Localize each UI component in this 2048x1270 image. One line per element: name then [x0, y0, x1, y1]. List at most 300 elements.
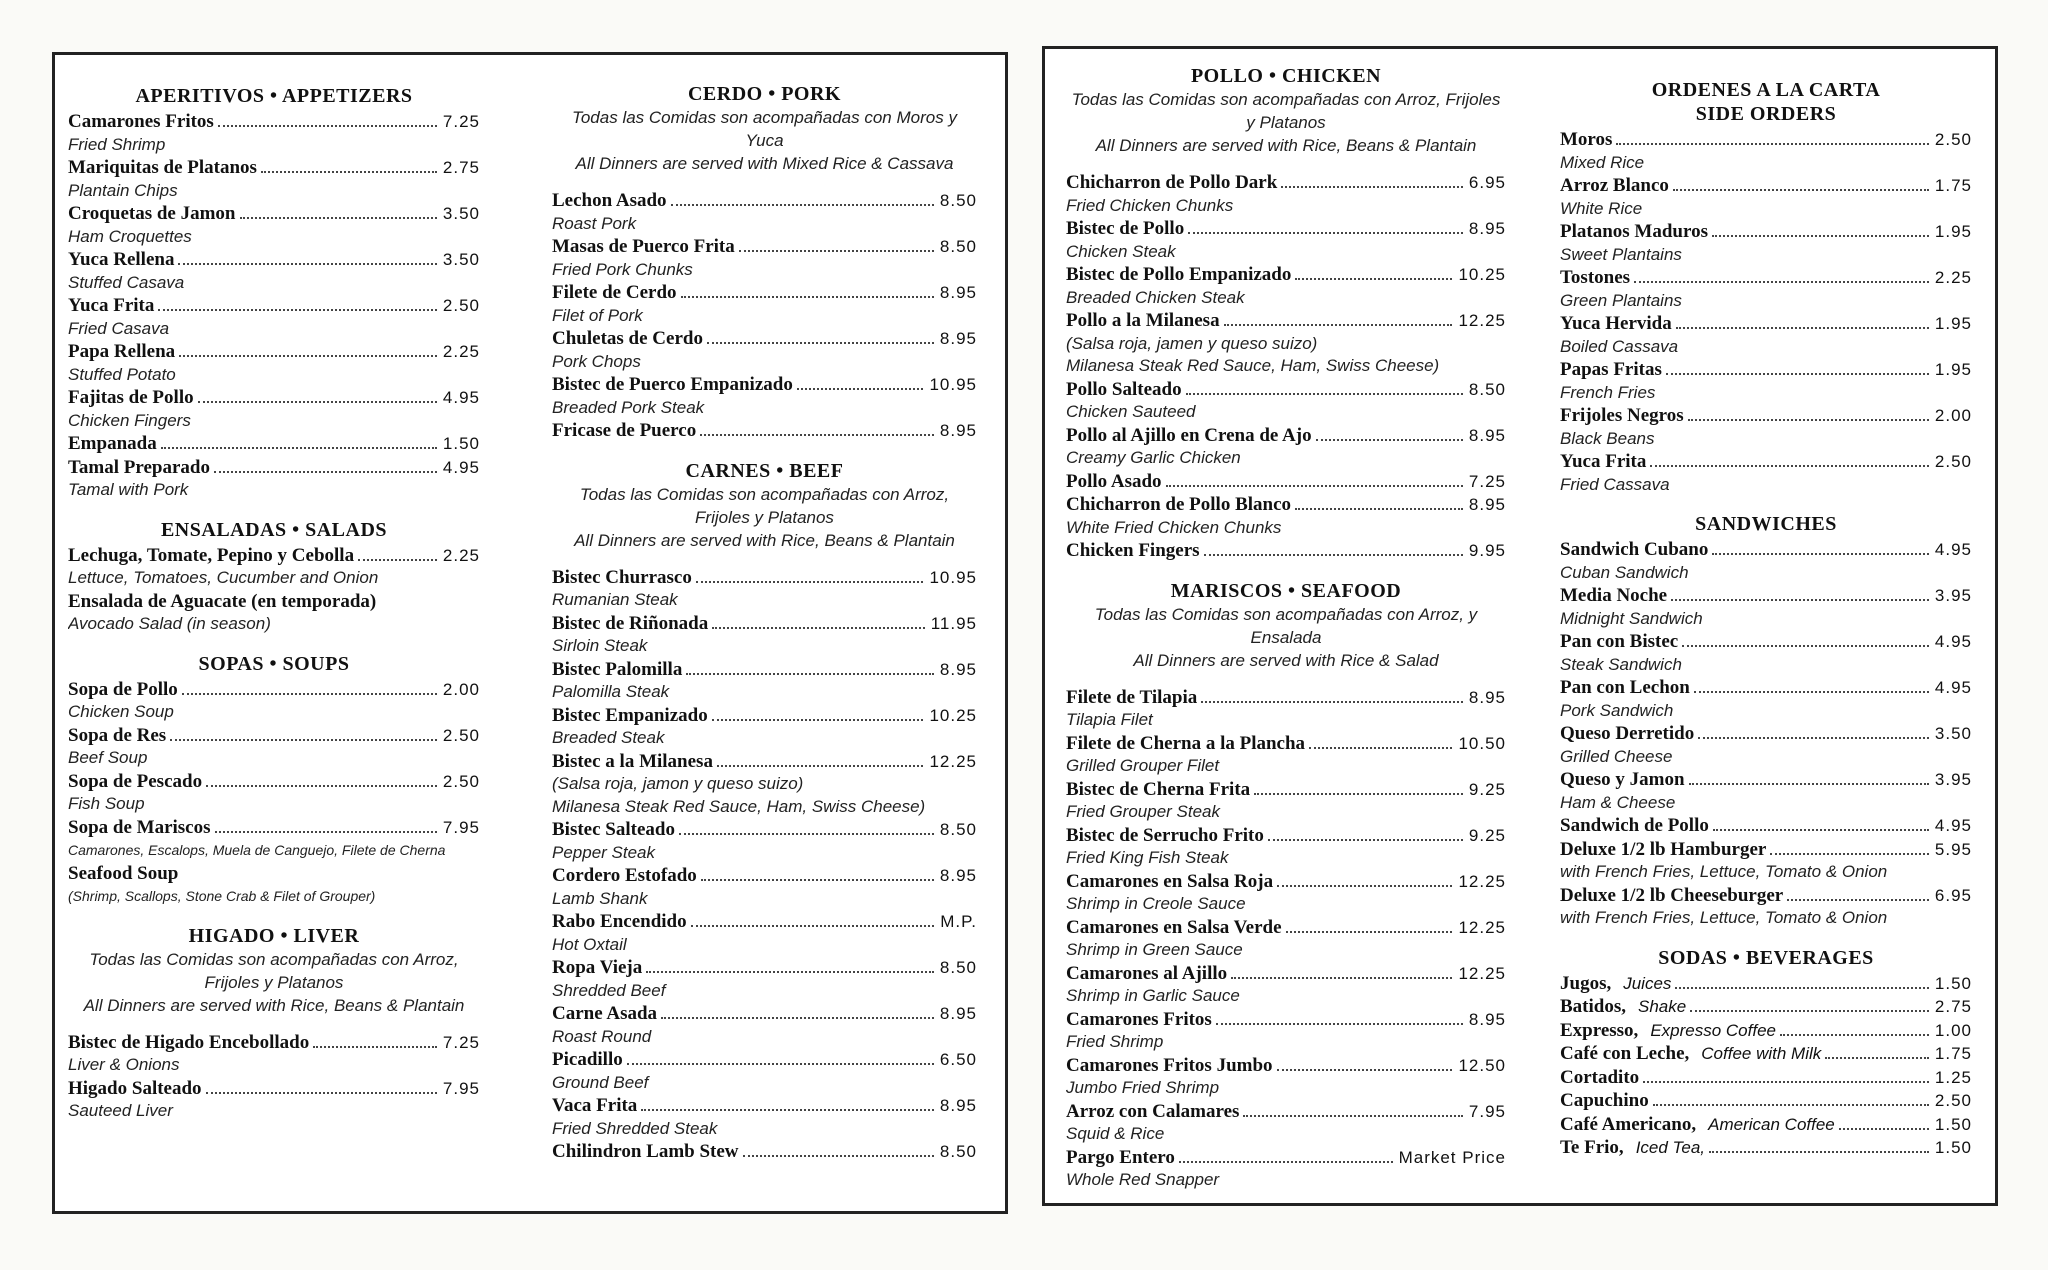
item-description: (Shrimp, Scallops, Stone Crab & Filet of Grouper): [68, 888, 376, 904]
item-description: Pepper Steak: [552, 842, 656, 862]
item-description: Ham Croquettes: [68, 226, 192, 246]
menu-item: [1066, 1054, 1506, 1100]
menu-item-row: [1560, 1019, 1972, 1043]
menu-item: [68, 340, 480, 386]
item-description: Fried Chicken Chunks: [1066, 195, 1234, 215]
menu-item: [68, 202, 480, 248]
menu-item: [68, 862, 480, 908]
item-name: Pollo Salteado: [1066, 378, 1182, 400]
liver-title: HIGADO • LIVER: [188, 924, 360, 947]
item-price: 2.50: [442, 725, 480, 745]
item-price: 8.95: [939, 329, 977, 348]
dot-leader: [1653, 1104, 1929, 1106]
liver-note-english: All Dinners are served with Rice, Beans & Plantain: [83, 995, 465, 1015]
item-price: 3.50: [442, 204, 480, 223]
item-name: Rabo Encendido: [552, 911, 687, 932]
menu-item-row: [1560, 1113, 1972, 1137]
item-name: Café con Leche,: [1560, 1043, 1690, 1064]
menu-item-row: [1066, 778, 1506, 802]
item-name: Sopa de Res: [68, 724, 167, 746]
beef-note-english: All Dinners are served with Rice, Beans & Plantain: [574, 530, 955, 550]
item-name: Chicharron de Pollo Blanco: [1066, 494, 1292, 515]
menu-item: [68, 110, 480, 156]
item-description: Shrimp in Green Sauce: [1066, 940, 1243, 959]
item-name: Papas Fritas: [1560, 359, 1662, 380]
menu-item: [1560, 838, 1972, 884]
item-name: Yuca Rellena: [68, 249, 175, 270]
item-description: Fried Shredded Steak: [552, 1118, 718, 1138]
item-name: Batidos,: [1560, 996, 1626, 1017]
dot-leader: [700, 434, 934, 436]
menu-item: [552, 1048, 977, 1094]
item-price: 8.50: [939, 1142, 977, 1161]
menu-item-row: [1560, 722, 1972, 746]
menu-item-row: [68, 202, 480, 226]
dot-leader: [1268, 839, 1463, 841]
dot-leader: [158, 309, 437, 311]
menu-item-row: [68, 340, 480, 364]
menu-item-row: [1560, 174, 1972, 198]
menu-item-row: [552, 419, 977, 443]
dot-leader: [218, 125, 437, 127]
menu-item: [68, 156, 480, 202]
menu-item-row: [68, 432, 480, 456]
item-description: Stuffed Potato: [68, 364, 176, 384]
item-name: Filete de Cherna a la Plancha: [1066, 732, 1306, 754]
dot-leader: [1254, 793, 1463, 795]
item-description: Chicken Sauteed: [1066, 402, 1196, 421]
item-description: Beef Soup: [68, 748, 148, 767]
menu-item-row: [552, 327, 977, 351]
menu-item: [552, 1094, 977, 1140]
menu-item-row: [68, 862, 480, 886]
item-description: Green Plantains: [1560, 290, 1682, 310]
column-1: [68, 84, 480, 1139]
item-description: Tamal with Pork: [68, 480, 189, 499]
section-salads: [68, 518, 480, 636]
item-name: Papa Rellena: [68, 341, 176, 362]
section-beef: [552, 459, 977, 1164]
item-description: Shredded Beef: [552, 980, 666, 1000]
menu-item-row: [1560, 995, 1972, 1019]
section-pork: [552, 82, 977, 443]
item-price: 2.25: [1934, 268, 1972, 287]
menu-item: [552, 566, 977, 612]
item-name: Masas de Puerco Frita: [552, 236, 735, 257]
item-price: 8.95: [939, 1096, 977, 1115]
chicken-note-english: All Dinners are served with Rice, Beans & Plantain: [1095, 136, 1477, 155]
item-description: Fried Shrimp: [68, 134, 166, 154]
menu-item: [1560, 1019, 1972, 1043]
item-price: 7.25: [442, 1032, 480, 1052]
item-price: 2.50: [442, 296, 480, 315]
item-name: Sopa de Mariscos: [68, 816, 211, 838]
menu-item: [1066, 263, 1506, 309]
appetizers-title: APERITIVOS • APPETIZERS: [135, 85, 413, 107]
item-description: Chicken Soup: [68, 702, 174, 721]
menu-item-row: [1560, 1089, 1972, 1113]
menu-item-row: [552, 235, 977, 259]
item-description: Fried Grouper Steak: [1066, 802, 1221, 821]
menu-item-row: [68, 590, 480, 614]
menu-item-row: [68, 724, 480, 748]
menu-item: [68, 678, 480, 724]
salads-title: ENSALADAS • SALADS: [160, 518, 388, 541]
dot-leader: [214, 471, 437, 473]
menu-item-row: [1560, 450, 1972, 474]
item-price: 1.50: [1934, 1114, 1972, 1134]
menu-item: [68, 1031, 480, 1077]
item-name: Bistec Salteado: [552, 819, 675, 840]
item-price: 9.25: [1468, 779, 1506, 799]
dot-leader: [206, 785, 437, 787]
item-name: Bistec Churrasco: [552, 566, 692, 588]
item-price: 2.00: [442, 679, 480, 699]
item-price: 5.95: [1934, 839, 1972, 859]
menu-item-row: [1560, 838, 1972, 862]
pork-note-english: All Dinners are served with Mixed Rice & Cassava: [575, 154, 954, 173]
beef-title: CARNES • BEEF: [685, 459, 844, 482]
menu-item: [1560, 358, 1972, 404]
item-description: Stuffed Casava: [68, 272, 185, 292]
item-price: 8.50: [939, 820, 977, 839]
menu-item: [1066, 470, 1506, 494]
dot-leader: [1825, 1057, 1929, 1059]
menu-item-row: [1066, 824, 1506, 848]
menu-item-row: [1560, 814, 1972, 838]
dot-leader: [1690, 1010, 1929, 1012]
item-price: M.P.: [940, 912, 977, 931]
item-description: White Fried Chicken Chunks: [1066, 517, 1282, 537]
dot-leader: [717, 765, 924, 767]
item-name: Queso Derretido: [1560, 723, 1695, 744]
item-price: 4.95: [1934, 540, 1972, 559]
seafood-title: MARISCOS • SEAFOOD: [1170, 579, 1402, 602]
item-name: Platanos Maduros: [1560, 221, 1708, 242]
dot-leader: [1839, 1128, 1929, 1130]
item-name: Mariquitas de Platanos: [68, 157, 257, 178]
item-price: 3.50: [1934, 724, 1972, 743]
dot-leader: [1689, 783, 1929, 785]
item-name: Yuca Frita: [68, 295, 155, 316]
item-price: 8.95: [939, 659, 977, 679]
item-description: Midnight Sandwich: [1560, 608, 1703, 628]
beef-note-spanish: Todas las Comidas son acompañadas con Arroz, Frijoles y Platanos: [579, 484, 950, 527]
item-name: Pollo Asado: [1066, 470, 1162, 492]
menu-item-row: [1560, 538, 1972, 562]
dot-leader: [1675, 987, 1929, 989]
dot-leader: [681, 296, 934, 298]
dot-leader: [701, 879, 934, 881]
menu-item-row: [552, 750, 977, 774]
item-english-name: Juices: [1623, 973, 1672, 993]
item-name: Ropa Vieja: [552, 957, 643, 978]
menu-item-row: [552, 956, 977, 980]
menu-item-row: [1560, 1042, 1972, 1066]
menu-item: [1066, 309, 1506, 378]
menu-item: [1560, 1113, 1972, 1137]
menu-item: [1066, 870, 1506, 916]
dot-leader: [1166, 485, 1463, 487]
menu-item-row: [552, 1048, 977, 1072]
item-name: Pollo al Ajillo en Crena de Ajo: [1066, 424, 1312, 446]
menu-item-row: [1066, 1008, 1506, 1032]
item-description: Breaded Chicken Steak: [1066, 287, 1245, 307]
item-price: 6.50: [939, 1050, 977, 1069]
item-name: Fajitas de Pollo: [68, 387, 194, 408]
item-name: Camarones en Salsa Roja: [1066, 870, 1274, 892]
dot-leader: [1770, 853, 1929, 855]
item-name: Expresso,: [1560, 1019, 1639, 1041]
item-price: 7.25: [1468, 471, 1506, 491]
item-description-2: Milanesa Steak Red Sauce, Ham, Swiss Cheese): [1066, 356, 1440, 375]
menu-item: [1066, 778, 1506, 824]
menu-item-row: [552, 864, 977, 888]
menu-item-row: [1560, 266, 1972, 290]
dot-leader: [215, 831, 437, 833]
dot-leader: [1309, 747, 1452, 749]
dot-leader: [1204, 554, 1463, 556]
dot-leader: [686, 673, 934, 675]
item-name: Lechuga, Tomate, Pepino y Cebolla: [68, 544, 355, 566]
dot-leader: [707, 342, 934, 344]
item-description: Ground Beef: [552, 1072, 649, 1092]
item-name: Camarones al Ajillo: [1066, 962, 1228, 984]
menu-item: [68, 294, 480, 340]
item-price: 8.50: [1468, 379, 1506, 399]
item-name: Deluxe 1/2 lb Cheeseburger: [1560, 884, 1784, 906]
item-price: 8.50: [939, 191, 977, 210]
menu-item-row: [68, 248, 480, 272]
item-description: Tilapia Filet: [1066, 710, 1153, 729]
item-price: 9.95: [1468, 541, 1506, 560]
chicken-title: POLLO • CHICKEN: [1190, 65, 1382, 87]
dot-leader: [1277, 1069, 1453, 1071]
section-appetizers: [68, 84, 480, 502]
item-name: Pan con Lechon: [1560, 677, 1690, 698]
dot-leader: [641, 1109, 934, 1111]
menu-item-row: [552, 189, 977, 213]
menu-item: [552, 910, 977, 956]
item-description: (Salsa roja, jamon y queso suizo): [552, 774, 804, 793]
dot-leader: [206, 1092, 437, 1094]
dot-leader: [170, 739, 437, 741]
menu-item-row: [1066, 732, 1506, 756]
menu-item-row: [68, 456, 480, 480]
menu-item-row: [1066, 493, 1506, 517]
menu-item: [1560, 220, 1972, 266]
item-price: 10.25: [1458, 265, 1506, 284]
item-name: Vaca Frita: [552, 1095, 638, 1116]
item-description: Sweet Plantains: [1560, 244, 1682, 264]
dot-leader: [1712, 553, 1929, 555]
item-description: Lettuce, Tomatoes, Cucumber and Onion: [68, 568, 379, 587]
menu-item: [552, 1002, 977, 1048]
menu-item-row: [68, 110, 480, 134]
item-name: Lechon Asado: [552, 190, 667, 211]
item-name: Bistec de Cherna Frita: [1066, 778, 1251, 800]
dot-leader: [1673, 189, 1929, 191]
menu-item-row: [1560, 404, 1972, 428]
item-price: 9.25: [1468, 825, 1506, 845]
item-description: Cuban Sandwich: [1560, 562, 1689, 582]
dot-leader: [797, 388, 924, 390]
dot-leader: [1186, 393, 1463, 395]
item-price: 10.25: [929, 705, 977, 725]
dot-leader: [739, 250, 934, 252]
item-name: Fricase de Puerco: [552, 420, 697, 441]
item-price: 8.50: [939, 958, 977, 977]
item-price: 8.95: [939, 866, 977, 885]
item-price: 7.95: [442, 1078, 480, 1098]
menu-item: [68, 456, 480, 502]
menu-item-row: [1560, 220, 1972, 244]
dot-leader: [1216, 1023, 1463, 1025]
item-price: 8.95: [1468, 1009, 1506, 1029]
menu-item-row: [1066, 217, 1506, 241]
item-name: Sandwich Cubano: [1560, 539, 1709, 560]
dot-leader: [1295, 508, 1463, 510]
item-name: Empanada: [68, 433, 157, 454]
menu-item-row: [552, 373, 977, 397]
menu-item: [552, 612, 977, 658]
dot-leader: [1709, 1151, 1929, 1153]
menu-item-row: [1066, 263, 1506, 287]
dot-leader: [1616, 143, 1928, 145]
menu-item: [552, 327, 977, 373]
menu-item: [68, 432, 480, 456]
sides-title: ORDENES A LA CARTA: [1651, 79, 1881, 101]
item-name: Chicharron de Pollo Dark: [1066, 172, 1278, 193]
dot-leader: [696, 581, 924, 583]
menu-item: [1560, 768, 1972, 814]
item-price: 6.95: [1468, 173, 1506, 192]
menu-item-row: [1066, 870, 1506, 894]
menu-item-row: [1560, 312, 1972, 336]
item-description: Sirloin Steak: [552, 636, 648, 655]
section-chicken: [1066, 64, 1506, 563]
item-description: Hot Oxtail: [552, 934, 627, 954]
item-english-name: American Coffee: [1708, 1114, 1835, 1134]
menu-item-row: [68, 1077, 480, 1101]
item-price: 3.95: [1934, 770, 1972, 789]
menu-item: [1066, 824, 1506, 870]
item-price: 4.95: [1934, 678, 1972, 697]
item-description: Chicken Steak: [1066, 241, 1176, 261]
menu-item-row: [68, 386, 480, 410]
menu-item: [552, 658, 977, 704]
menu-item: [68, 544, 480, 590]
item-price: 1.95: [1934, 222, 1972, 241]
menu-item-row: [1066, 1054, 1506, 1078]
item-description: Roast Round: [552, 1026, 652, 1046]
menu-item: [1066, 217, 1506, 263]
menu-item: [1066, 493, 1506, 539]
menu-item: [552, 1140, 977, 1164]
menu-item-row: [1066, 916, 1506, 940]
menu-item-row: [1066, 171, 1506, 195]
item-price: 8.95: [1468, 495, 1506, 514]
item-name: Chilindron Lamb Stew: [552, 1141, 739, 1162]
menu-item: [68, 248, 480, 294]
menu-item: [1560, 128, 1972, 174]
item-name: Capuchino: [1560, 1090, 1649, 1111]
menu-item-row: [552, 1094, 977, 1118]
dot-leader: [1316, 439, 1463, 441]
dot-leader: [1634, 281, 1929, 283]
menu-item-row: [1560, 1136, 1972, 1160]
section-sides: [1560, 78, 1972, 496]
menu-item: [1560, 450, 1972, 496]
dot-leader: [1688, 419, 1929, 421]
menu-item: [1560, 1066, 1972, 1090]
dot-leader: [679, 833, 934, 835]
item-name: Tamal Preparado: [68, 456, 210, 478]
menu-item-row: [1560, 676, 1972, 700]
item-name: Jugos,: [1560, 972, 1612, 994]
menu-item: [68, 386, 480, 432]
menu-item-row: [1560, 884, 1972, 908]
dot-leader: [1224, 324, 1453, 326]
item-description: Mixed Rice: [1560, 152, 1645, 172]
item-name: Bistec Palomilla: [552, 658, 683, 680]
item-price: 7.95: [1468, 1101, 1506, 1121]
menu-item: [68, 770, 480, 816]
item-price: 3.95: [1934, 586, 1972, 605]
item-name: Camarones Fritos Jumbo: [1066, 1054, 1273, 1076]
item-name: Carne Asada: [552, 1003, 658, 1024]
dot-leader: [178, 263, 436, 265]
item-description: Fish Soup: [68, 794, 145, 813]
menu-item: [1066, 1008, 1506, 1054]
chicken-note-spanish: Todas las Comidas son acompañadas con Arroz, Frijoles y Platanos: [1071, 90, 1501, 132]
menu-item-row: [1066, 378, 1506, 402]
item-price: 3.50: [442, 250, 480, 269]
menu-item-row: [1066, 1100, 1506, 1124]
item-english-name: Coffee with Milk: [1701, 1044, 1822, 1063]
column-4: [1560, 78, 1972, 1176]
item-name: Bistec de Riñonada: [552, 612, 709, 634]
item-price: 8.95: [939, 421, 977, 440]
item-name: Chuletas de Cerdo: [552, 328, 703, 349]
item-price: 4.95: [442, 457, 480, 477]
dot-leader: [1787, 899, 1929, 901]
menu-item-row: [68, 1031, 480, 1055]
item-description: Black Beans: [1560, 428, 1655, 448]
item-name: Arroz Blanco: [1560, 175, 1669, 196]
menu-item: [68, 1077, 480, 1123]
item-price: 7.25: [442, 112, 480, 131]
item-name: Pollo a la Milanesa: [1066, 310, 1220, 331]
item-description: Ham & Cheese: [1560, 792, 1676, 812]
menu-item: [1560, 404, 1972, 450]
dot-leader: [646, 971, 934, 973]
dot-leader: [712, 719, 924, 721]
item-price: 2.50: [1934, 452, 1972, 471]
menu-item: [552, 818, 977, 864]
item-name: Higado Salteado: [68, 1077, 202, 1099]
item-price: 12.25: [1458, 311, 1506, 330]
menu-item: [552, 419, 977, 443]
menu-item: [68, 816, 480, 862]
item-price: 8.50: [939, 237, 977, 256]
item-description: Camarones, Escalops, Muela de Canguejo, Filete de Cherna: [68, 842, 446, 858]
dot-leader: [1713, 829, 1929, 831]
menu-item-row: [552, 612, 977, 636]
item-price: 7.95: [442, 817, 480, 837]
menu-item-row: [1066, 686, 1506, 710]
item-name: Sopa de Pescado: [68, 770, 203, 792]
